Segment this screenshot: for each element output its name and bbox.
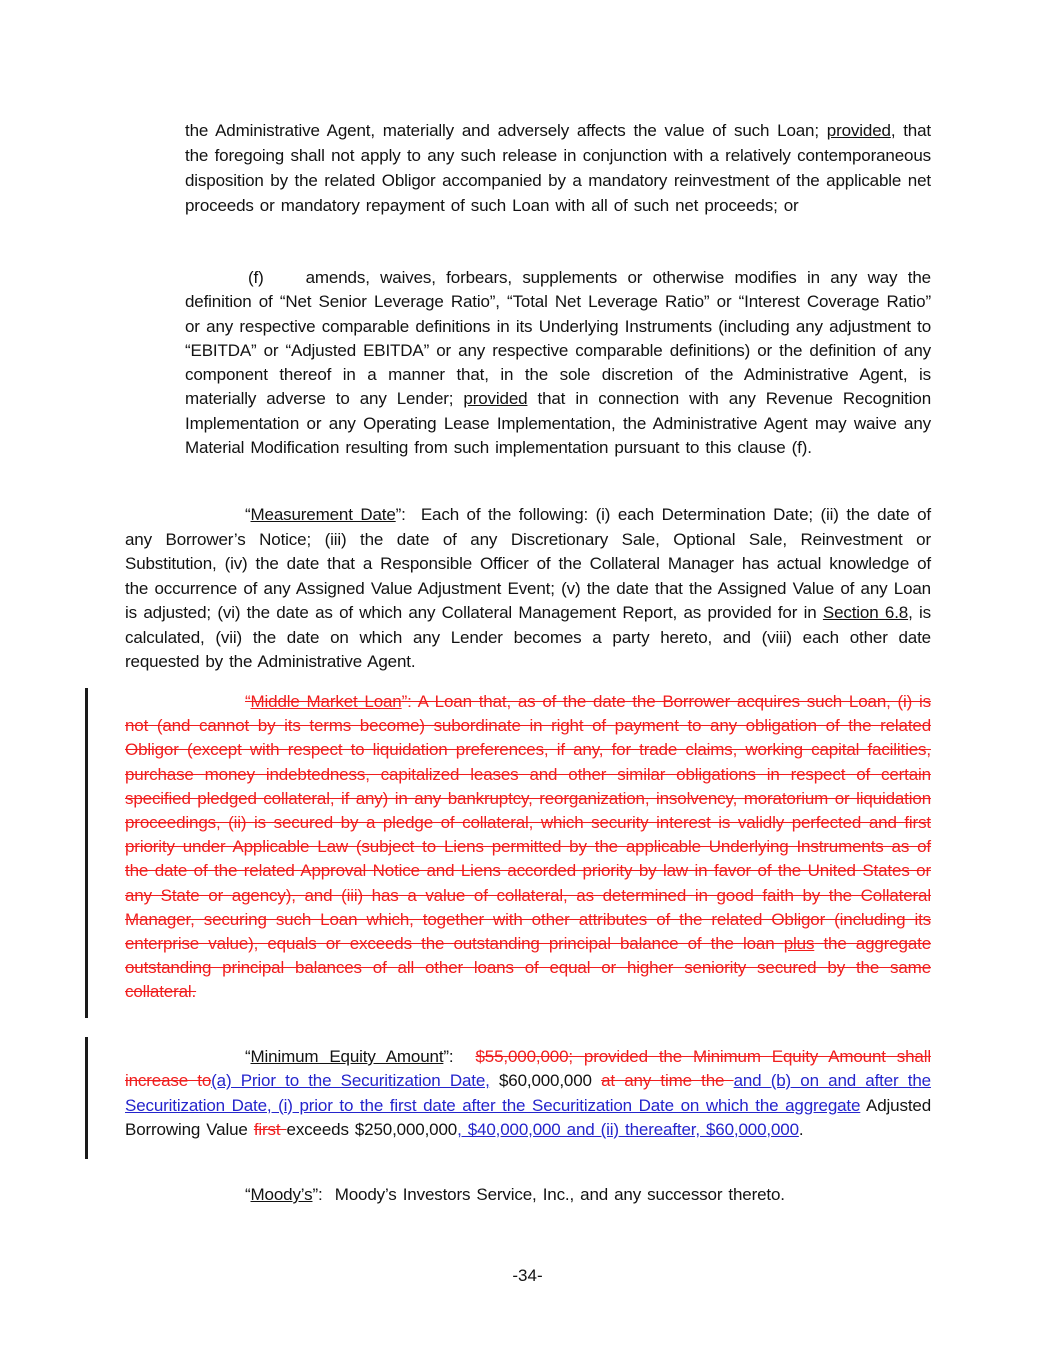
inserted-text: , $40,000,000 and (ii) thereafter, $60,000,000 bbox=[457, 1119, 799, 1139]
text-run: ”: Moody’s Investors Service, Inc., and any successor thereto. bbox=[312, 1185, 785, 1204]
text-run: $60,000,000 bbox=[489, 1071, 602, 1091]
change-bar-middle-market-loan bbox=[85, 688, 88, 1018]
deleted-text: first bbox=[253, 1119, 287, 1139]
definition-minimum-equity-amount bbox=[125, 1045, 931, 1142]
defined-term-provided: provided bbox=[463, 389, 528, 409]
text-run: “ bbox=[245, 1047, 251, 1066]
text-run: , that the foregoing shall not apply to any such release in conjunction with a relatively contemporaneous disposition by the related Obligor accompanied by a mandatory reinvestment of the applicable net proceeds or mandatory repayment of such Loan with all of such net proceeds; or bbox=[185, 121, 931, 215]
text-run: the Administrative Agent, materially and adversely affects the value of such Loan; bbox=[185, 121, 827, 140]
defined-term-minimum-equity-amount: Minimum Equity Amount bbox=[250, 1047, 444, 1066]
definition-moodys bbox=[125, 1183, 931, 1208]
defined-term-measurement-date: Measurement Date bbox=[250, 505, 396, 524]
deleted-defined-term-middle-market-loan: Middle Market Loan bbox=[250, 692, 402, 711]
deleted-text: $55,000,000; provided the Minimum Equity Amount shall increase to bbox=[125, 1047, 931, 1091]
paragraph-clause-f bbox=[185, 266, 931, 460]
deleted-text: the aggregate outstanding principal balances of all other loans of equal or higher seniority secured by the same collateral. bbox=[125, 934, 932, 1002]
text-run: that in connection with any Revenue Recognition Implementation or any Operating Lease Implementation, the Administrative Agent may waive any Material Modification resulting from such implementation pursuant to this clause (f). bbox=[185, 389, 931, 458]
text-run: “ bbox=[245, 505, 251, 524]
definition-measurement-date bbox=[125, 503, 931, 675]
inserted-text: (a) Prior to the Securitization Date, bbox=[211, 1071, 490, 1091]
defined-term-moodys: Moody’s bbox=[250, 1185, 313, 1204]
inserted-text: and (b) on and after the Securitization Date, (i) prior to the first date after the Securitization Date on which the aggregate bbox=[125, 1071, 931, 1115]
clause-letter: (f) bbox=[248, 268, 264, 287]
text-run: “ bbox=[245, 1185, 251, 1204]
section-reference: Section 6.8 bbox=[822, 603, 909, 622]
change-bar-minimum-equity-amount bbox=[85, 1037, 88, 1159]
page-number: -34- bbox=[512, 1266, 543, 1285]
text-run: exceeds $250,000,000 bbox=[286, 1119, 458, 1139]
text-run: . bbox=[798, 1119, 804, 1139]
text-run: , is calculated, (vii) the date on which any Lender becomes a party hereto, and (viii) each other date requested by the Administrative Agent. bbox=[125, 603, 931, 671]
text-run: amends, waives, forbears, supplements or otherwise modifies in any way the definition of “Net Senior Leverage Ratio”, “Total Net Leverage Ratio” or “Interest Coverage Ratio” or any respective comparable definitions in its Underlying Instruments (including any adjustment to “EBITDA” or “Adjusted EBITDA” or any respective comparable definitions) or the definition of any component thereof in a manner that, in the sole discretion of the Administrative Agent, is materially adverse to any Lender; bbox=[185, 268, 931, 409]
text-run: ”: bbox=[443, 1047, 454, 1066]
deleted-emphasis-plus: plus bbox=[783, 934, 815, 954]
text-run: ”: Each of the following: (i) each Determination Date; (ii) the date of any Borrower’s Notice; (iii) the date of any Discretionary Sale, Optional Sale, Reinvestment or Substitution, (iv) the date that a Responsible Officer of the Collateral Manager has actual knowledge of the occurrence of any Assigned Value Adjustment Event; (v) the date that the Assigned Value of any Loan is adjusted; (vi) the date as of which any Collateral Management Report, as provided for in bbox=[125, 505, 931, 622]
defined-term-provided: provided bbox=[826, 121, 891, 140]
text-run: Adjusted Borrowing Value bbox=[125, 1095, 931, 1139]
deleted-text: ”: A Loan that, as of the date the Borrower acquires such Loan, (i) is not (and cannot by its terms become) subordinate in right of payment to any obligation of the related Obligor (except with respect to liquidation preferences, if any, for trade claims, working capital facilities, purchase money indebtedness, capitalized leases and other similar obligations in respect of certain specified pledged collateral, if any) in any bankruptcy, reorganization, insolvency, moratorium or liquidation proceedings, (ii) is secured by a pledge of collateral, which security interest is validly perfected and first priority under Applicable Law (subject to Liens permitted by the applicable Underlying Instruments as of the date of the related Approval Notice and Liens accorded priority by law in favor of the United States or any State or agency), and (iii) has a value of collateral, as determined in good faith by the Collateral Manager, securing such Loan which, together with other attributes of the related Obligor (including its enterprise value), equals or exceeds the outstanding principal balance of the loan bbox=[125, 692, 931, 954]
deleted-text: “ bbox=[245, 692, 251, 711]
paragraph-release-clause bbox=[185, 118, 931, 218]
deleted-text: at any time the bbox=[601, 1071, 734, 1091]
definition-middle-market-loan bbox=[125, 690, 931, 1005]
